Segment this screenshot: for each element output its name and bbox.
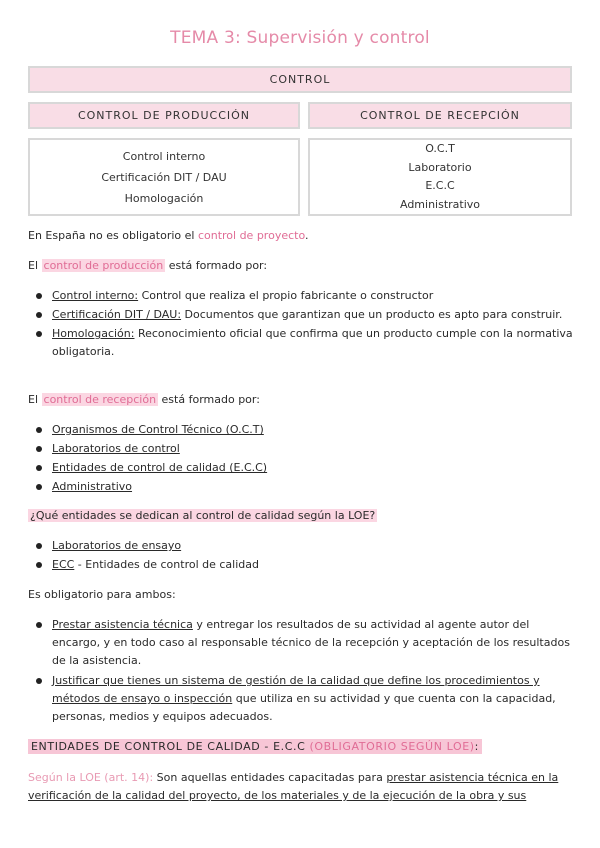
list-item: Control interno: Control que realiza el propio fabricante o constructor	[34, 287, 574, 305]
recepcion-list	[34, 421, 574, 497]
recepcion-item: Administrativo	[399, 197, 481, 211]
list-item: Organismos de Control Técnico (O.C.T)	[34, 421, 574, 439]
control-proyecto-link: control de proyecto	[197, 229, 305, 242]
paragraph-loe-art14: Según la LOE (art. 14): Son aquellas entidades capacitadas para prestar asistencia técnica en la verificación de la calidad del proyecto, de los materiales y de la ejecución de la obra y sus	[28, 771, 559, 802]
page-title: TEMA 3: Supervisión y control	[170, 28, 430, 48]
produccion-header-box	[28, 102, 300, 129]
paragraph-proyecto: En España no es obligatorio el control de proyecto.	[28, 229, 309, 242]
list-item: Laboratorios de control	[34, 440, 574, 458]
paragraph-ambos: Es obligatorio para ambos:	[28, 588, 176, 601]
list-item: Certificación DIT / DAU: Documentos que garantizan que un producto es apto para construir.	[34, 306, 574, 324]
paragraph-recepcion: El control de recepción está formado por:	[28, 393, 260, 406]
list-item: Laboratorios de ensayo	[34, 537, 574, 555]
recepcion-items-box	[308, 138, 572, 216]
list-item: ECC - Entidades de control de calidad	[34, 556, 574, 574]
recepcion-item: Laboratorio	[408, 160, 472, 174]
list-item: Entidades de control de calidad (E.C.C)	[34, 459, 574, 477]
question-loe: ¿Qué entidades se dedican al control de calidad según la LOE?	[30, 509, 376, 522]
highlight-produccion: control de producción	[43, 259, 164, 272]
ambos-list	[34, 616, 574, 727]
control-header-label: CONTROL	[269, 73, 331, 86]
paragraph-produccion: El control de producción está formado por:	[28, 259, 268, 272]
loe-list	[34, 537, 574, 575]
recepcion-header-box	[308, 102, 572, 129]
recepcion-item: O.C.T	[425, 142, 455, 155]
produccion-item: Certificación DIT / DAU	[101, 171, 227, 184]
highlight-recepcion: control de recepción	[43, 393, 157, 406]
produccion-items-box	[28, 138, 300, 216]
recepcion-header-label: CONTROL DE RECEPCIÓN	[360, 109, 520, 122]
list-item: Prestar asistencia técnica y entregar los resultados de su actividad al agente autor del encargo, y en todo caso al responsable técnico de la recepción y aceptación de los resultados de la asistencia.	[34, 616, 574, 670]
recepcion-item: E.C.C	[425, 179, 455, 192]
list-item: Administrativo	[34, 478, 574, 496]
produccion-header-label: CONTROL DE PRODUCCIÓN	[77, 109, 251, 122]
produccion-list	[34, 287, 574, 362]
control-header-box	[28, 66, 572, 93]
produccion-item: Homologación	[124, 192, 204, 205]
list-item: Justificar que tienes un sistema de gestión de la calidad que define los procedimientos y métodos de ensayo o inspección que utiliza en su actividad y que cuenta con la capacidad, personas, medios y equipos adecuados.	[34, 672, 574, 726]
list-item: Homologación: Reconocimiento oficial que confirma que un producto cumple con la normativa obligatoria.	[34, 325, 574, 361]
ecc-heading: ENTIDADES DE CONTROL DE CALIDAD - E.C.C (OBLIGATORIO SEGÚN LOE):	[28, 738, 574, 756]
produccion-item: Control interno	[122, 150, 206, 163]
